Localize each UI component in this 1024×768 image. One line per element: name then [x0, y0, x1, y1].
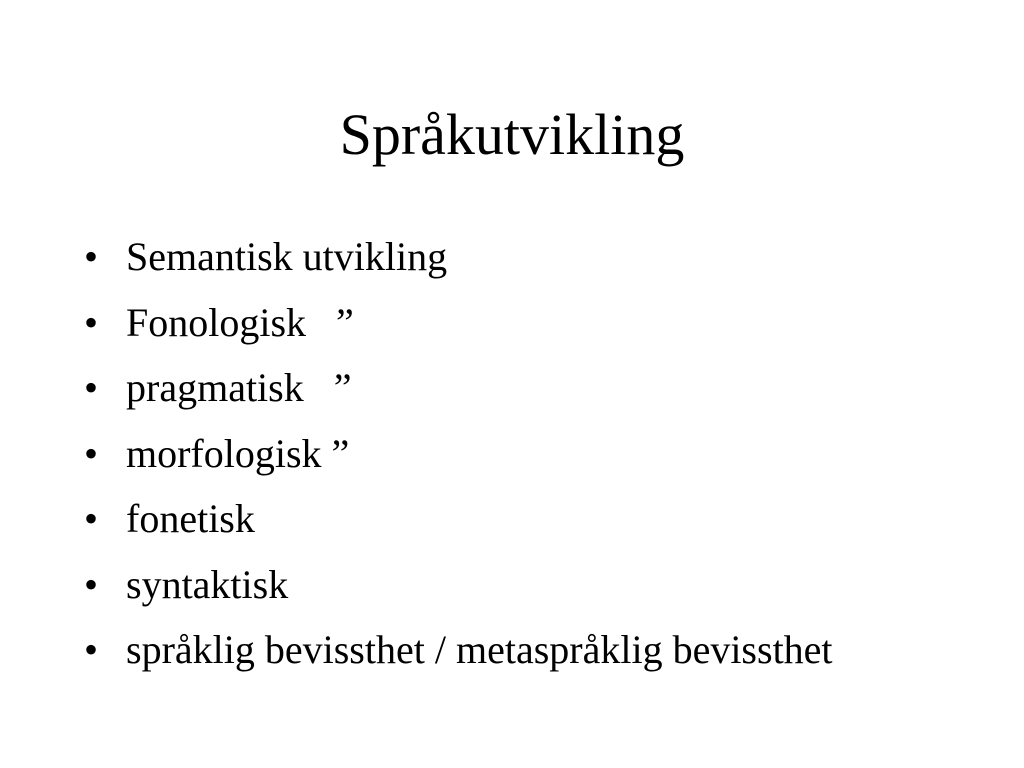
bullet-text: Semantisk utvikling — [126, 234, 448, 279]
bullet-list — [84, 232, 833, 691]
bullet-marker: • — [84, 627, 99, 672]
bullet-text: Fonologisk ” — [126, 299, 354, 345]
bullet-text: språklig bevissthet / metaspråklig bevissthet — [126, 627, 833, 672]
bullet-marker: • — [84, 430, 99, 476]
list-item — [84, 625, 833, 691]
bullet-marker: • — [84, 365, 99, 410]
list-item — [84, 232, 833, 298]
bullet-text: fonetisk — [126, 496, 255, 541]
bullet-marker: • — [84, 234, 99, 279]
list-item — [84, 363, 833, 429]
slide-title: Språkutvikling — [339, 102, 685, 167]
list-item — [84, 429, 833, 495]
bullet-marker: • — [84, 561, 99, 607]
bullet-marker: • — [84, 299, 99, 345]
bullet-marker: • — [84, 496, 99, 541]
bullet-text: morfologisk ” — [126, 430, 350, 476]
list-item — [84, 560, 833, 626]
list-item — [84, 494, 833, 560]
list-item — [84, 298, 833, 364]
bullet-text: syntaktisk — [126, 561, 289, 607]
bullet-text: pragmatisk ” — [126, 365, 352, 410]
